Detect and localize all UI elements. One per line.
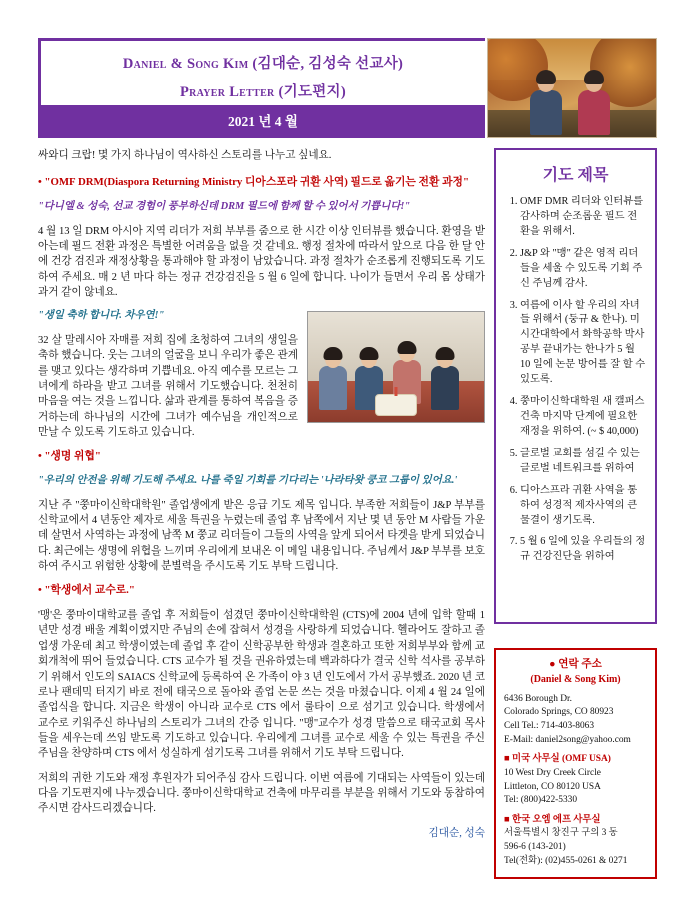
prayer-requests-box: [494, 148, 657, 624]
section2-quote: "생일 축하 합니다. 차우연!": [38, 310, 165, 322]
prayer-request-list: [504, 195, 647, 565]
contact-title-text: 연락 주소: [558, 659, 602, 670]
korea-office-line-2: 596-6 (143-201): [504, 842, 566, 853]
greeting-paragraph: 싸와디 크랍! 몇 가지 하나님이 역사하신 스토리를 나누고 싶네요.: [38, 150, 332, 161]
usa-office-line-2: Littleton, CO 80120 USA: [504, 781, 601, 792]
photo-ground: [488, 110, 656, 137]
list-item: 6. 디아스프라 귀환 사역을 통하여 성경적 제자사역의 큰 물결이 생기도록.: [520, 484, 647, 529]
email-address[interactable]: E-Mail: daniel2song@yahoo.com: [504, 734, 631, 745]
korea-office-heading: ■ 한국 오엠 에프 사무실: [504, 814, 601, 825]
address-line-2: Colorado Springs, CO 80923: [504, 707, 614, 718]
section3-paragraph: 지난 주 "쭝마이신학대학원" 졸업생에게 받은 응급 기도 제목 입니다. 부족한 저희들이 J&P 부부를 신학교에서 4 년동안 제자로 세울 특권을 누렸는데 졸업 후 남쪽에서 지난 몇 년 동안 M 사람들 가운데 살면서 사역하는 과정에 남쪽 M 쭝교 리더들이 그들의 사역을 앞게 되어서 타겟을 받게 되었습니다. 최근에는 생명에 위협을 느끼며 우리에게 보내온 이 메일 내용입니다. 주님께서 J&P 부부를 보호하여 주시고 위험한 상황에 분별력을 주시도록 기도 부탁 드립니다.: [38, 499, 485, 573]
usa-office-tel: Tel: (800)422-5330: [504, 795, 578, 806]
list-item: 7. 5 월 6 일에 있을 우리들의 정규 건강진단을 위하여: [520, 535, 647, 565]
list-item: 5. 글로벌 교회를 섬길 수 있는 글로벌 네트워크를 위하여: [520, 447, 647, 477]
cell-phone: Cell Tel.: 714-403-8063: [504, 721, 595, 732]
header-family-photo: [487, 38, 657, 138]
list-item: 4. 쭝마이신학대학원 새 캘퍼스 건축 마지막 단계에 필요한 재정을 위하여. (~ $ 40,000): [520, 395, 647, 440]
section4-paragraph-2: 저희의 귀한 기도와 재정 후원자가 되어주심 감사 드립니다. 이번 여름에 기대되는 사역들이 있는데 다음 기도편지에 나누겠습니다. 쭝마이신학대학교 건축에 마무리를 부분을 위해서 기도와 동참하여 주시면 감사드리겠습니다.: [38, 772, 485, 815]
letter-header: [38, 38, 485, 138]
contact-box-title: [504, 657, 647, 672]
section3-quote: "우리의 안전을 위해 기도해 주세요. 나를 죽일 기회를 기다리는 '나라타왓 쿵코 그룹이 있어요.': [38, 475, 458, 487]
signature: 김대순, 성숙: [428, 827, 485, 839]
header-date-bar: 2021 년 4 월: [41, 105, 485, 135]
section1-paragraph: 4 월 13 일 DRM 아시아 지역 리더가 저희 부부를 줌으로 한 시간 이상 인터뷰를 했습니다. 환영을 받아는데 필드 전환 과정은 특별한 어려움을 없을 것 같네요. 행정 절차에 따라서 앞으로 다음 한 달 안에 건강 검진과 재정상황을 통과해야 할 과정이 남았습니다. 과정 절차가 순조롭게 진행되도록 기도하여 주세요. 매 2 년 마다 하는 정규 건강검진을 5 월 6 일에 합니다. 나이가 들면서 우리 몸 상태가 과거 같이 않네요.: [38, 225, 485, 298]
list-item: 2. J&P 와 "맹" 같은 영적 리더들을 세울 수 있도록 기회 주신 주님께 감사.: [520, 247, 647, 292]
section4-paragraph-1: '맹'은 쭝마이대학교를 졸업 후 저희들이 섬겼던 쭝마이신학대학원 (CTS)에 2004 년에 입학 할때 1 년만 성경 배울 계획이였지만 주님의 손에 잡혀서 성경을 사랑하게 되었습니다. 헬라어도 잘하고 졸업생 가운데 최고 학생이였는데 졸업 후 같이 신학공부한 학생과 결혼하고 또한 저희부부와 함께 교회개척에 뛰어 들었습니다. CTS 교수가 될 것을 권유하였는데 백과하다가 결국 신학 석사를 공부하기 위해서 인도의 SAIACS 신학교에 등록하여 온 가족이 야 3 년 인도에서 가서 공부했죠. 2020 년 코로나 팬데믹 터지기 바로 전에 태국으로 돌아와 졸업 논문 쓰는 것을 마쳤습니다. 이제 4 월 24 일에 졸업식을 합니다. 지금은 학생이 아니라 교수로 CTS 에서 룰타이 으로 섬기고 있습니다. 학생에서 교수로 키워주신 하나님의 스토리가 그녀의 간증 입니다. "맹"교수가 성경 말씀으로 태국교회 목사들을 세우는데 쓰임 받도록 기도하고 있습니다. 우리에게 그녀를 교수로 세울 수 있는 특권을 주신 주님을 찬양하며 CTS 에서 성실하게 섬기도록 그녀를 위해서 기도 부탁 드립니다.: [38, 610, 485, 760]
address-line-1: 6436 Borough Dr.: [504, 693, 572, 704]
korea-office-line-1: 서울특별시 창진구 구의 3 동: [504, 828, 618, 839]
korea-office-tel: Tel(전화): (02)455-0261 & 0271: [504, 855, 628, 866]
bullet-icon: ●: [549, 659, 556, 670]
section1-heading: • "OMF DRM(Diaspora Returning Ministry 디아스포라 귀환 사역) 필드로 옮기는 전환 과정": [38, 176, 469, 189]
contact-info-box: [494, 648, 657, 879]
letter-body: [38, 148, 485, 850]
photo-person-left: [526, 73, 566, 135]
contact-subtitle: (Daniel & Song Kim): [530, 674, 621, 686]
list-item: 3. 여름에 이사 할 우리의 자녀들 위해서 (둥규 & 한나). 미시간대학에서 화학공학 박사 공부 끝내가는 한나가 5 월 10 일에 논문 방어를 잘 할 수 있도록.: [520, 299, 647, 389]
birthday-cake: [375, 394, 417, 416]
usa-office-line-1: 10 West Dry Creek Circle: [504, 767, 601, 778]
prayer-box-title: 기도 제목: [542, 167, 609, 184]
section2-paragraph: 32 살 말레시아 자매를 저희 집에 초청하여 그녀의 생일을 축하 했습니다. 웃는 그녀의 얼굴을 보니 우리가 좋은 관계를 맺고 있다는 생각하며 기쁩네요. 아직 예수를 모르는 그녀에게 하라을 받고 그녀를 위해서 기도했습니다. 천천히 마음을 여는 것을 느낍니다. 삶과 관계를 통하여 복음을 증거하는데 하나님의 시간에 그녀가 예수님을 개인적으로 만날 수 있도록 기도하고 있습니다.: [38, 334, 298, 439]
usa-office-heading: ■ 미국 사무실 (OMF USA): [504, 754, 611, 765]
header-title-prayer-letter: Prayer Letter (기도편지): [179, 84, 346, 100]
header-title-korean-names: Daniel & Song Kim (김대순, 김성숙 선교사): [122, 56, 404, 72]
section1-quote: "다니엘 & 성숙, 선교 경험이 풍부하신데 DRM 필드에 함께 할 수 있어서 기쁩니다!": [38, 201, 411, 212]
section4-heading: • "학생에서 교수로.": [38, 584, 135, 597]
birthday-celebration-photo: [307, 311, 485, 423]
photo-person-right: [574, 73, 614, 135]
list-item: 1. OMF DMR 리더와 인터뷰를 감사하며 순조롭운 필드 전환을 위해서.: [520, 195, 647, 240]
section3-heading: • "생명 위협": [38, 450, 101, 463]
